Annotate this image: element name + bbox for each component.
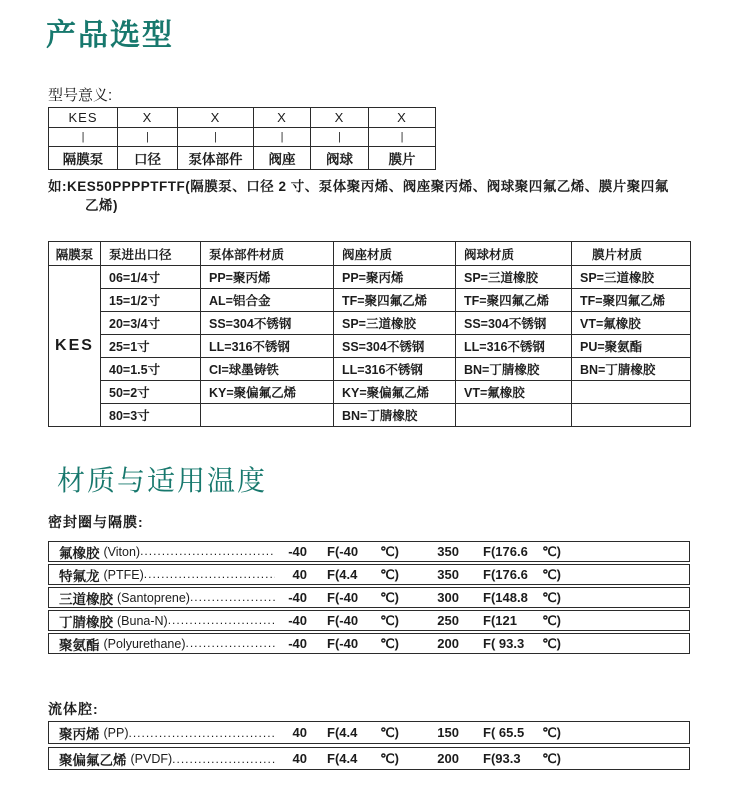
dot-leader xyxy=(172,752,275,767)
dot-leader xyxy=(144,567,275,582)
celsius-unit: ℃) xyxy=(542,750,561,766)
connector-cell: | xyxy=(311,128,369,147)
celsius-value: F(93.3 xyxy=(483,750,521,766)
celsius-unit: ℃) xyxy=(542,543,561,559)
material-name-en: (Viton) xyxy=(103,544,141,559)
low-temp-f: -40 xyxy=(288,636,307,651)
table-cell: SP=三道橡胶 xyxy=(572,266,691,289)
column-header: 泵进出口径 xyxy=(101,242,201,266)
table-cell: 06=1/4寸 xyxy=(101,266,201,289)
table-cell: 50=2寸 xyxy=(101,381,201,404)
model-meaning-label: 型号意义: xyxy=(48,87,113,104)
celsius-value: F( 93.3 xyxy=(483,635,525,651)
material-name: 三道橡胶 xyxy=(59,591,113,607)
celsius-value: F( 65.5 xyxy=(483,724,525,740)
low-temp-f: -40 xyxy=(288,544,307,559)
table-row xyxy=(49,335,691,358)
table-row xyxy=(48,721,690,744)
column-header: 泵体部件材质 xyxy=(201,242,334,266)
connector-cell: | xyxy=(369,128,436,147)
column-header: 隔膜泵 xyxy=(49,242,101,266)
table-row xyxy=(48,610,690,631)
model-meaning-cell: 隔膜泵 xyxy=(49,147,118,170)
table-cell: 40=1.5寸 xyxy=(101,358,201,381)
seal-temperature-table xyxy=(48,541,690,656)
model-code-cell: KES xyxy=(49,108,118,128)
table-cell: TF=聚四氟乙烯 xyxy=(572,289,691,312)
fluid-temperature-table xyxy=(48,721,690,773)
table-row xyxy=(49,289,691,312)
table-cell: KY=聚偏氟乙烯 xyxy=(201,381,334,404)
material-name-en: (PTFE) xyxy=(103,567,144,582)
table-cell: PU=聚氨酯 xyxy=(572,335,691,358)
high-temp-f: 350 xyxy=(437,544,459,559)
celsius-unit: ℃) xyxy=(380,543,399,559)
page-title-materials-temperature: 材质与适用温度 xyxy=(57,465,268,496)
table-cell: LL=316不锈钢 xyxy=(334,358,456,381)
celsius-unit: ℃) xyxy=(380,589,399,605)
celsius-unit: ℃) xyxy=(380,566,399,582)
celsius-value: F(-40 xyxy=(327,543,359,559)
model-code-cell: X xyxy=(118,108,178,128)
fluid-chamber-label: 流体腔: xyxy=(48,701,99,717)
table-row xyxy=(49,358,691,381)
table-cell: 25=1寸 xyxy=(101,335,201,358)
table-cell xyxy=(572,404,691,427)
celsius-value: F(-40 xyxy=(327,612,359,628)
high-temp-celsius xyxy=(483,567,561,583)
model-code-table xyxy=(48,107,436,170)
high-temp-celsius xyxy=(483,636,561,652)
celsius-unit: ℃) xyxy=(380,750,399,766)
material-name: 聚氨酯 xyxy=(59,637,100,653)
table-cell: VT=氟橡胶 xyxy=(456,381,572,404)
table-row xyxy=(49,381,691,404)
celsius-unit: ℃) xyxy=(542,724,561,740)
material-name: 聚丙烯 xyxy=(59,726,100,742)
table-cell: VT=氟橡胶 xyxy=(572,312,691,335)
dot-leader xyxy=(168,613,275,628)
low-temp-celsius xyxy=(327,567,399,583)
table-cell: SS=304不锈钢 xyxy=(201,312,334,335)
table-cell: PP=聚丙烯 xyxy=(334,266,456,289)
material-name: 氟橡胶 xyxy=(59,545,100,561)
table-cell xyxy=(572,381,691,404)
material-selection-table xyxy=(48,241,691,427)
model-meaning-cell: 阀球 xyxy=(311,147,369,170)
high-temp-celsius xyxy=(483,590,561,606)
table-row xyxy=(48,747,690,770)
celsius-value: F(121 xyxy=(483,612,517,628)
table-cell: KY=聚偏氟乙烯 xyxy=(334,381,456,404)
high-temp-f: 150 xyxy=(437,725,459,740)
page-title-product-selection: 产品选型 xyxy=(46,19,174,52)
table-cell: SS=304不锈钢 xyxy=(456,312,572,335)
column-header: 阀球材质 xyxy=(456,242,572,266)
low-temp-celsius xyxy=(327,751,399,767)
model-meaning-cell: 泵体部件 xyxy=(178,147,254,170)
low-temp-f: -40 xyxy=(288,613,307,628)
connector-cell: | xyxy=(178,128,254,147)
table-cell: AL=铝合金 xyxy=(201,289,334,312)
high-temp-f: 200 xyxy=(437,751,459,766)
celsius-value: F(4.4 xyxy=(327,724,358,740)
model-code-cell: X xyxy=(311,108,369,128)
series-code-cell: KES xyxy=(49,266,101,427)
celsius-value: F(176.6 xyxy=(483,566,528,582)
column-header: 阀座材质 xyxy=(334,242,456,266)
material-name-en: (Santoprene) xyxy=(117,590,190,605)
high-temp-celsius xyxy=(483,544,561,560)
high-temp-celsius xyxy=(483,613,561,629)
celsius-value: F(-40 xyxy=(327,589,359,605)
model-code-cell: X xyxy=(254,108,311,128)
column-header: 膜片材质 xyxy=(572,242,691,266)
table-cell: LL=316不锈钢 xyxy=(456,335,572,358)
celsius-value: F(176.6 xyxy=(483,543,528,559)
material-name-en: (PVDF) xyxy=(130,751,173,766)
model-meaning-cell: 口径 xyxy=(118,147,178,170)
table-cell: TF=聚四氟乙烯 xyxy=(334,289,456,312)
connector-cell: | xyxy=(118,128,178,147)
model-meaning-cell: 阀座 xyxy=(254,147,311,170)
model-connector-row xyxy=(49,128,436,147)
seal-diaphragm-label: 密封圈与隔膜: xyxy=(48,514,144,530)
table-cell: BN=丁腈橡胶 xyxy=(334,404,456,427)
celsius-unit: ℃) xyxy=(542,612,561,628)
low-temp-celsius xyxy=(327,725,399,741)
material-name-en: (Polyurethane) xyxy=(103,636,186,651)
material-name: 丁腈橡胶 xyxy=(59,614,113,630)
celsius-unit: ℃) xyxy=(380,612,399,628)
model-example-text: 如:KES50PPPPTFTF(隔膜泵、口径 2 寸、泵体聚丙烯、阀座聚丙烯、阀球聚四氟乙烯、膜片聚四氟乙烯) xyxy=(48,179,669,213)
celsius-unit: ℃) xyxy=(542,589,561,605)
celsius-unit: ℃) xyxy=(380,724,399,740)
table-cell: SP=三道橡胶 xyxy=(456,266,572,289)
connector-cell: | xyxy=(254,128,311,147)
low-temp-f: -40 xyxy=(288,590,307,605)
material-name: 特氟龙 xyxy=(59,568,100,584)
celsius-value: F(148.8 xyxy=(483,589,528,605)
model-code-row xyxy=(49,108,436,128)
table-cell: SP=三道橡胶 xyxy=(334,312,456,335)
table-row xyxy=(49,312,691,335)
table-row xyxy=(48,587,690,608)
model-meaning-cell: 膜片 xyxy=(369,147,436,170)
celsius-unit: ℃) xyxy=(380,635,399,651)
low-temp-f: 40 xyxy=(292,725,307,740)
selection-header-row xyxy=(49,242,691,266)
table-cell xyxy=(456,404,572,427)
dot-leader xyxy=(129,726,276,741)
table-cell: 15=1/2寸 xyxy=(101,289,201,312)
table-cell: 80=3寸 xyxy=(101,404,201,427)
table-cell xyxy=(201,404,334,427)
table-row xyxy=(49,266,691,289)
celsius-value: F(4.4 xyxy=(327,750,358,766)
high-temp-f: 250 xyxy=(437,613,459,628)
table-cell: BN=丁腈橡胶 xyxy=(572,358,691,381)
low-temp-celsius xyxy=(327,613,399,629)
table-row xyxy=(48,633,690,654)
dot-leader xyxy=(186,636,276,651)
celsius-value: F(-40 xyxy=(327,635,359,651)
table-cell: CI=球墨铸铁 xyxy=(201,358,334,381)
connector-cell: | xyxy=(49,128,118,147)
dot-leader xyxy=(190,590,275,605)
table-row xyxy=(48,541,690,562)
model-code-cell: X xyxy=(369,108,436,128)
high-temp-celsius xyxy=(483,751,561,767)
material-name-en: (Buna-N) xyxy=(117,613,168,628)
low-temp-celsius xyxy=(327,544,399,560)
table-cell: PP=聚丙烯 xyxy=(201,266,334,289)
high-temp-f: 200 xyxy=(437,636,459,651)
table-row xyxy=(48,564,690,585)
model-meaning-row xyxy=(49,147,436,170)
table-cell: SS=304不锈钢 xyxy=(334,335,456,358)
dot-leader xyxy=(140,544,275,559)
low-temp-celsius xyxy=(327,636,399,652)
material-name-en: (PP) xyxy=(103,725,129,740)
low-temp-f: 40 xyxy=(292,751,307,766)
material-name: 聚偏氟乙烯 xyxy=(59,752,127,768)
table-cell: BN=丁腈橡胶 xyxy=(456,358,572,381)
table-cell: 20=3/4寸 xyxy=(101,312,201,335)
low-temp-celsius xyxy=(327,590,399,606)
celsius-value: F(4.4 xyxy=(327,566,358,582)
table-cell: LL=316不锈钢 xyxy=(201,335,334,358)
high-temp-celsius xyxy=(483,725,561,741)
table-row xyxy=(49,404,691,427)
model-code-cell: X xyxy=(178,108,254,128)
high-temp-f: 300 xyxy=(437,590,459,605)
low-temp-f: 40 xyxy=(292,567,307,582)
celsius-unit: ℃) xyxy=(542,566,561,582)
table-cell: TF=聚四氟乙烯 xyxy=(456,289,572,312)
celsius-unit: ℃) xyxy=(542,635,561,651)
high-temp-f: 350 xyxy=(437,567,459,582)
